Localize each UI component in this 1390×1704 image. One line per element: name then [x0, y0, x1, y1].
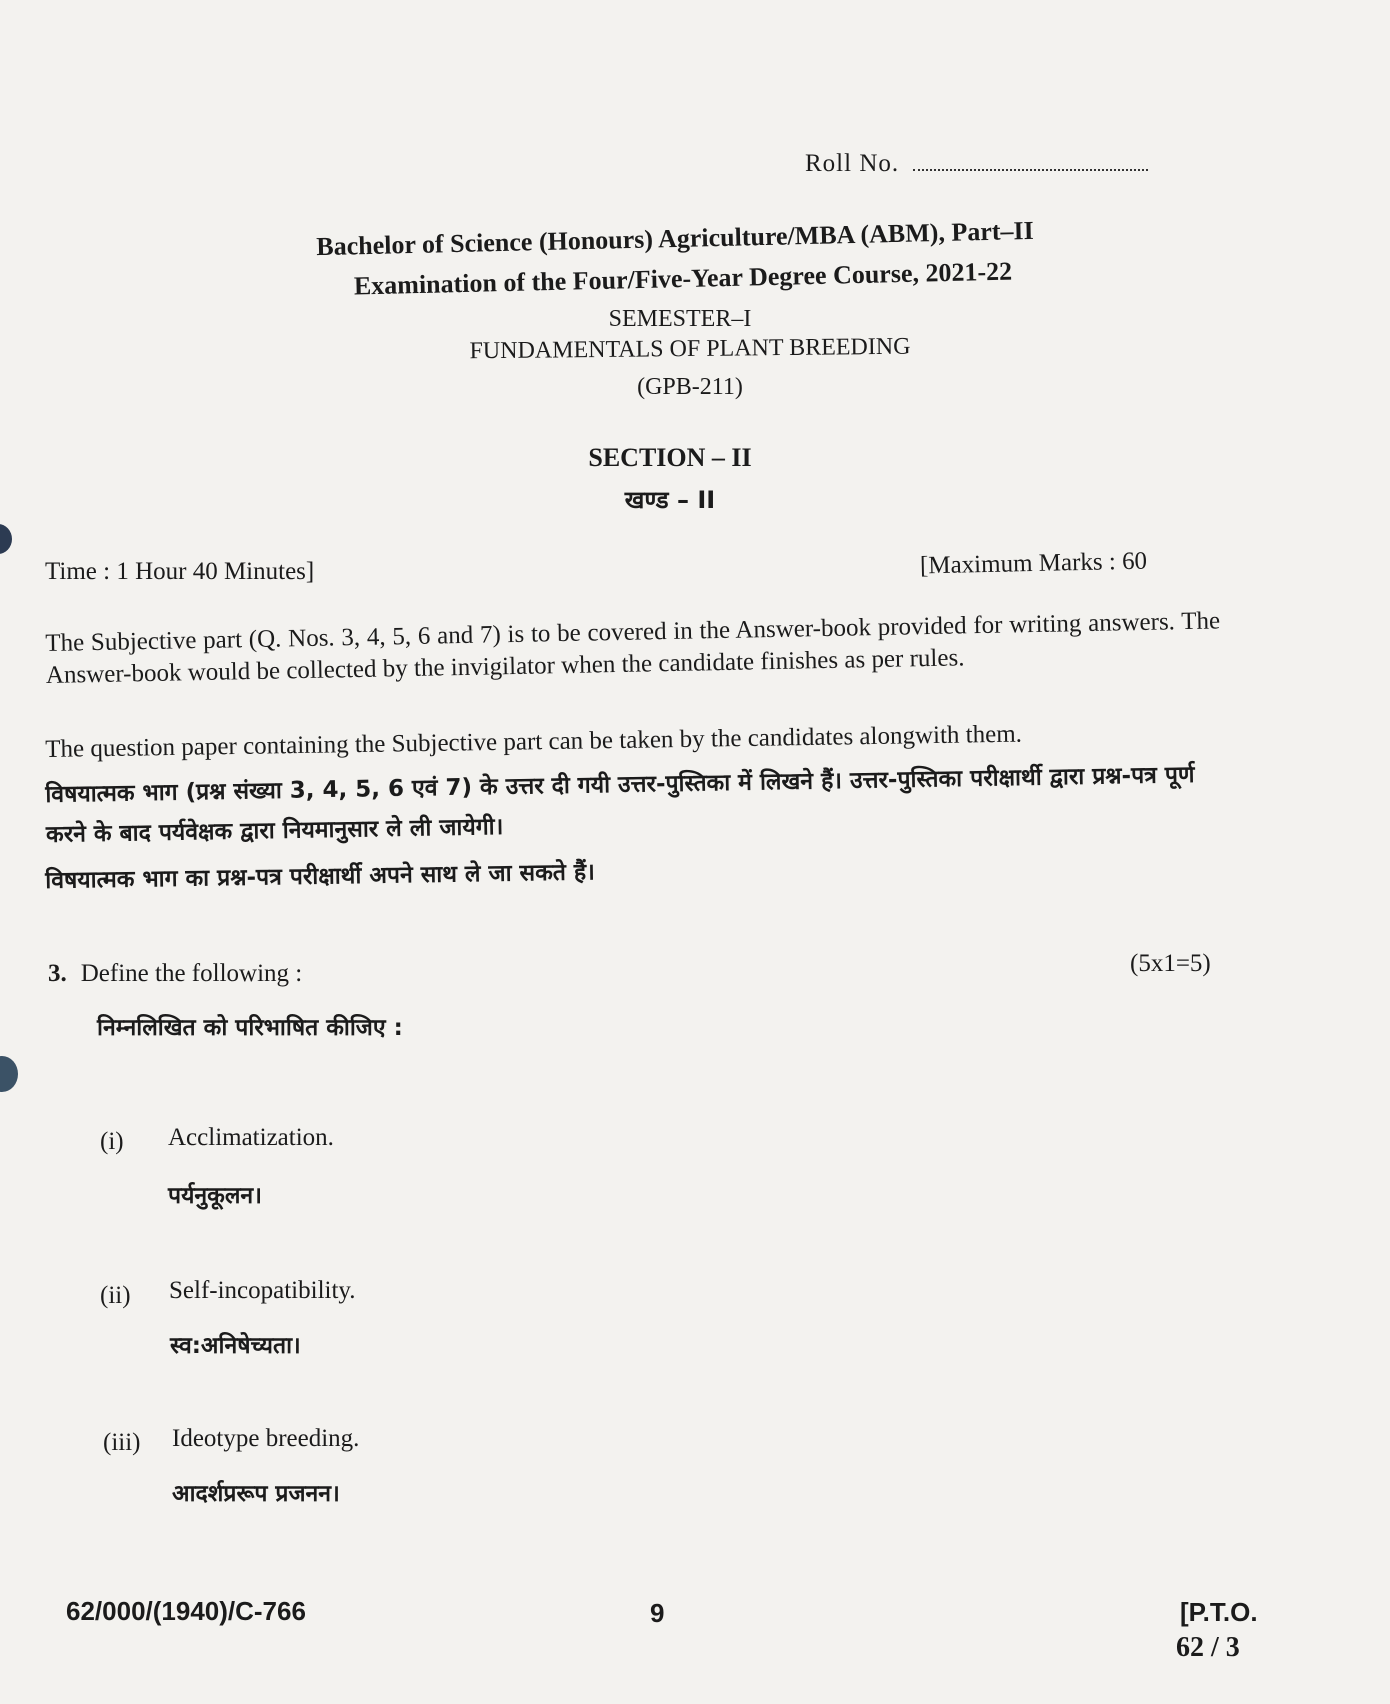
subquestion-text-hindi: पर्यनुकूलन।	[168, 1183, 262, 1209]
roll-number-label: Roll No.	[805, 150, 900, 177]
sheet-number: 62 / 3	[1176, 1632, 1240, 1663]
question-3	[48, 960, 302, 988]
title-degree: Bachelor of Science (Honours) Agriculture/MBA (ABM), Part–II	[315, 215, 1035, 262]
roll-number-field	[805, 150, 1148, 178]
instruction-en-1: The Subjective part (Q. Nos. 3, 4, 5, 6 and 7) is to be covered in the Answer-book provided for writing answers. The Answer-book would be collected by the invigilator when the candidate finishes as per rules.	[45, 607, 1221, 689]
binder-hole-top	[0, 524, 12, 554]
subquestion-text: Acclimatization.	[168, 1124, 334, 1151]
subquestion-number: (i)	[100, 1128, 124, 1155]
subquestion-text-hindi: स्व:अनिषेच्यता।	[170, 1333, 301, 1359]
instruction-hi-1: विषयात्मक भाग (प्रश्न संख्या 3, 4, 5, 6 एवं 7) के उत्तर दी गयी उत्तर-पुस्तिका में लिखने हैं। उत्तर-पुस्तिका परीक्षार्थी द्वारा प्रश्न-पत्र पूर्ण करने के बाद पर्यवेक्षक द्वारा नियमानुसार ले ली जायेगी।	[45, 761, 1195, 848]
question-3-text: Define the following :	[80, 960, 303, 987]
subquestion-number: (iii)	[103, 1429, 141, 1456]
please-turn-over: [P.T.O.	[1180, 1597, 1258, 1627]
time-allowed: Time : 1 Hour 40 Minutes]	[45, 558, 315, 585]
subquestion-text: Ideotype breeding.	[172, 1425, 360, 1452]
question-3-text-hindi: निम्नलिखित को परिभाषित कीजिए :	[97, 1015, 403, 1041]
title-subject: FUNDAMENTALS OF PLANT BREEDING	[469, 333, 911, 365]
subquestion-number: (ii)	[100, 1282, 131, 1309]
section-heading-hindi: खण्ड – II	[624, 486, 716, 514]
question-3-number: 3.	[48, 960, 67, 987]
section-heading: SECTION – II	[588, 443, 752, 472]
title-course-code: (GPB-211)	[637, 374, 743, 400]
title-examination: Examination of the Four/Five-Year Degree Course, 2021-22	[353, 256, 1013, 301]
roll-number-blank	[913, 151, 1148, 171]
instruction-hi-2: विषयात्मक भाग का प्रश्न-पत्र परीक्षार्थी अपने साथ ले जा सकते हैं।	[45, 859, 596, 894]
paper-code: 62/000/(1940)/C-766	[66, 1596, 306, 1626]
title-semester: SEMESTER–I	[608, 306, 752, 332]
binder-hole-bottom	[0, 1056, 18, 1092]
question-3-marks: (5x1=5)	[1130, 950, 1211, 977]
instruction-en-2: The question paper containing the Subjective part can be taken by the candidates alongwith them.	[45, 720, 1023, 763]
subquestion-text-hindi: आदर्शप्ररूप प्रजनन।	[172, 1481, 340, 1507]
maximum-marks: [Maximum Marks : 60	[919, 547, 1148, 580]
page-number: 9	[650, 1598, 665, 1628]
subquestion-text: Self-incopatibility.	[169, 1277, 356, 1304]
